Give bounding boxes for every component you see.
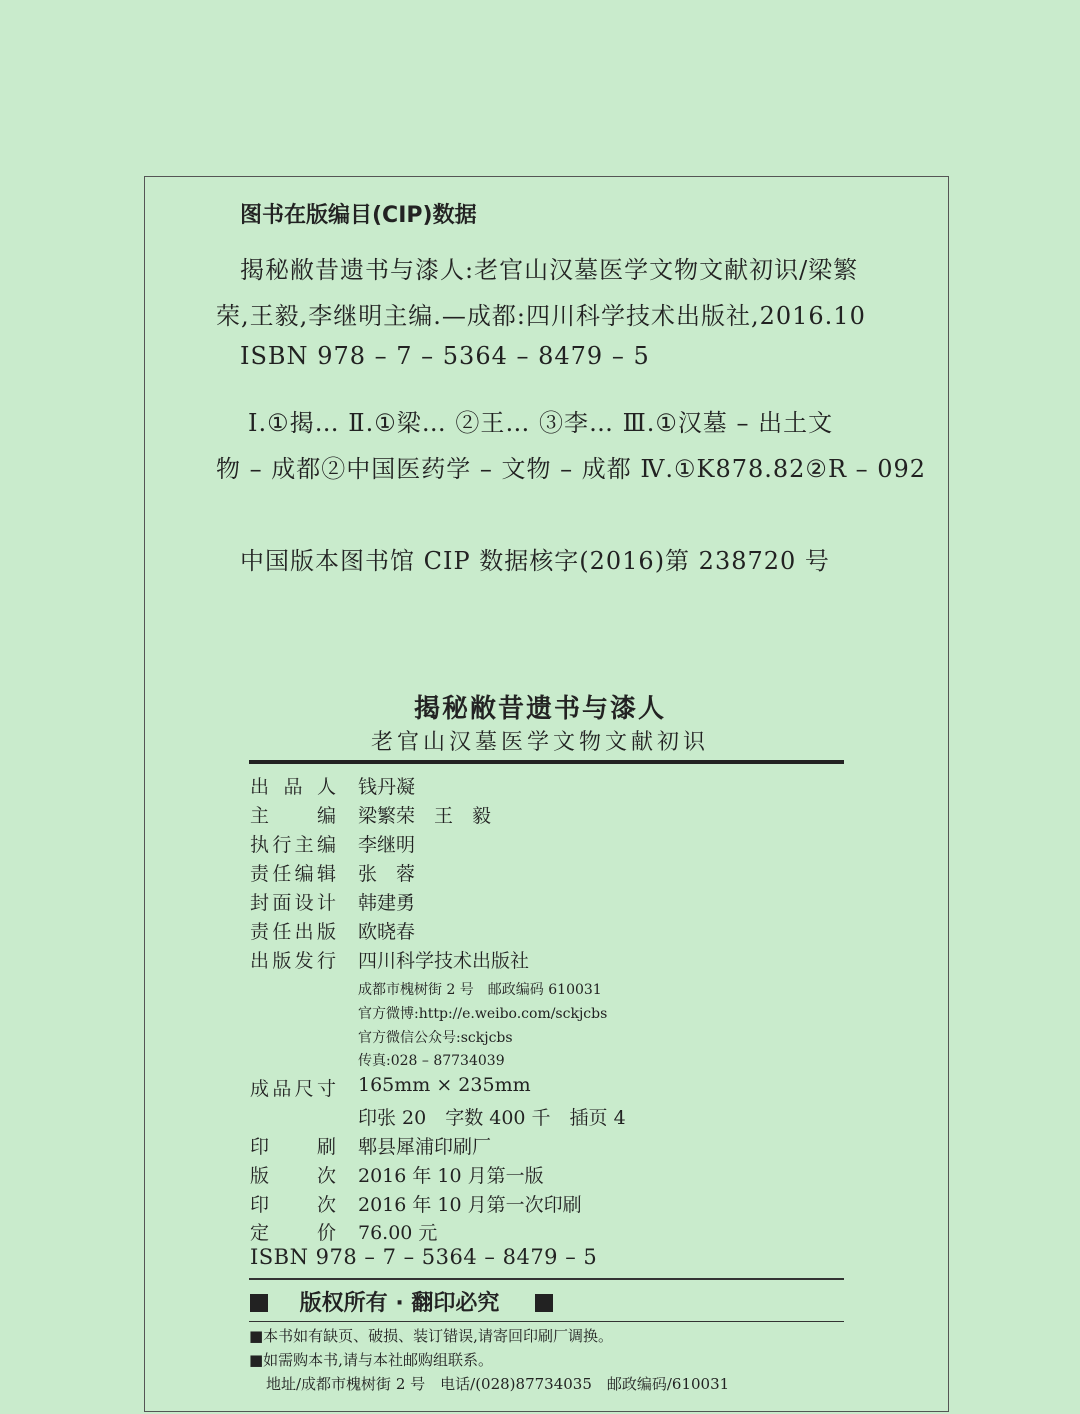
book-title: 揭秘敝昔遗书与漆人	[413, 694, 666, 724]
publisher-wechat: 官方微信公众号:sckjcbs	[358, 1030, 513, 1046]
credit-value-responsible-editor: 张 蓉	[358, 863, 416, 885]
credit-value-executive-editor: 李继明	[358, 834, 416, 856]
credit-label-executive-editor: 执行主编	[250, 834, 336, 856]
copyright-row	[250, 1286, 553, 1317]
cip-verification-number: 中国版本图书馆 CIP 数据核字(2016)第 238720 号	[240, 547, 830, 575]
cip-heading: 图书在版编目(CIP)数据	[240, 203, 477, 228]
spec-value-price: 76.00 元	[358, 1222, 438, 1244]
divider-thin-top	[249, 1278, 844, 1280]
square-icon	[535, 1294, 553, 1312]
credit-label-production: 责任出版	[250, 921, 336, 943]
cip-isbn: ISBN 978 – 7 – 5364 – 8479 – 5	[240, 342, 650, 370]
cip-classification-line-2: 物 – 成都②中国医药学 – 文物 – 成都 Ⅳ.①K878.82②R – 092	[216, 455, 927, 483]
spec-label-size: 成品尺寸	[250, 1078, 336, 1100]
credit-value-editor: 梁繁荣 王 毅	[358, 805, 492, 827]
spec-value-size: 165mm × 235mm	[358, 1074, 531, 1096]
divider-thin-bottom	[249, 1321, 844, 1322]
square-icon	[250, 1294, 268, 1312]
notice-defect-exchange: ■本书如有缺页、破损、装订错误,请寄回印刷厂调换。	[249, 1327, 613, 1345]
isbn-bottom: ISBN 978 – 7 – 5364 – 8479 – 5	[250, 1245, 598, 1269]
credit-label-responsible-editor: 责任编辑	[250, 863, 336, 885]
spec-label-printing: 印次	[250, 1194, 336, 1216]
cip-text-line-1: 揭秘敝昔遗书与漆人:老官山汉墓医学文物文献初识/梁繁	[240, 256, 859, 284]
publisher-fax: 传真:028 – 87734039	[358, 1053, 505, 1069]
spec-value-printing: 2016 年 10 月第一次印刷	[358, 1194, 582, 1216]
credit-value-production: 欧晓春	[358, 921, 416, 943]
book-subtitle: 老官山汉墓医学文物文献初识	[370, 730, 709, 755]
credit-value-producer: 钱丹凝	[358, 776, 416, 798]
cip-text-line-2: 荣,王毅,李继明主编.—成都:四川科学技术出版社,2016.10	[216, 302, 866, 330]
spec-label-edition: 版次	[250, 1165, 336, 1187]
spec-value-printer: 郫县犀浦印刷厂	[358, 1136, 492, 1158]
divider-thick	[249, 760, 844, 764]
copyright-text: 版权所有 · 翻印必究	[299, 1291, 500, 1316]
publisher-weibo: 官方微博:http://e.weibo.com/sckjcbs	[358, 1006, 608, 1022]
notice-contact-info: 地址/成都市槐树街 2 号 电话/(028)87734035 邮政编码/610031	[266, 1375, 730, 1393]
spec-label-price: 定价	[250, 1222, 336, 1244]
credit-label-editor: 主编	[250, 805, 336, 827]
cip-classification-line-1: Ⅰ.①揭… Ⅱ.①梁… ②王… ③李… Ⅲ.①汉墓 – 出土文	[248, 409, 834, 437]
credit-label-cover-design: 封面设计	[250, 892, 336, 914]
credit-value-cover-design: 韩建勇	[358, 892, 416, 914]
notice-mail-order: ■如需购本书,请与本社邮购组联系。	[249, 1351, 493, 1369]
credit-value-publisher: 四川科学技术出版社	[358, 950, 530, 972]
publisher-address: 成都市槐树街 2 号 邮政编码 610031	[358, 982, 602, 998]
spec-value-sheets: 印张 20 字数 400 千 插页 4	[358, 1107, 626, 1129]
credit-label-producer: 出品人	[250, 776, 336, 798]
credit-label-publisher: 出版发行	[250, 950, 336, 972]
spec-label-printer: 印刷	[250, 1136, 336, 1158]
spec-value-edition: 2016 年 10 月第一版	[358, 1165, 544, 1187]
